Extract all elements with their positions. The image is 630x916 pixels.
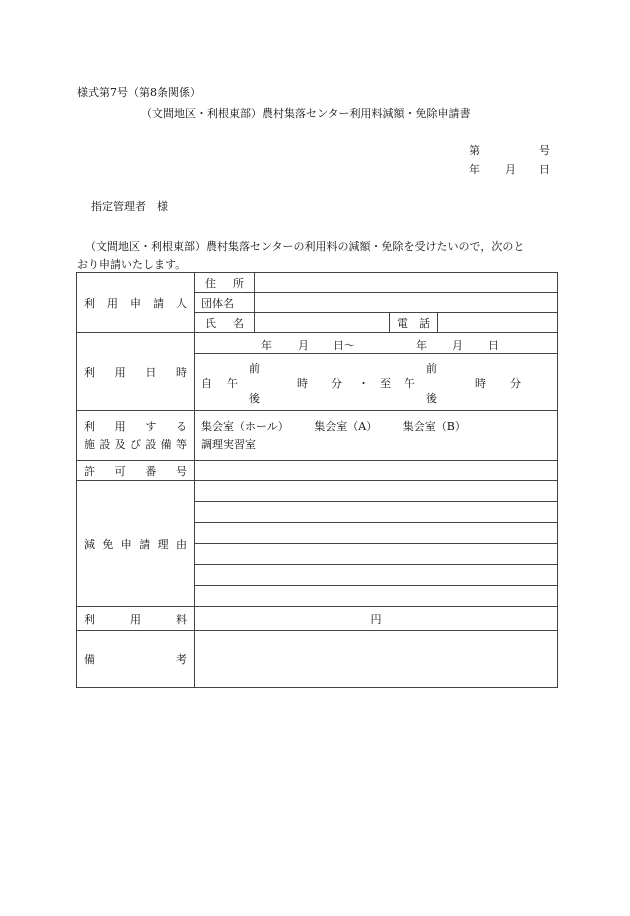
usage-date-range[interactable]: 年 月 日〜 年 月 日 <box>195 333 558 354</box>
doc-number-suffix: 号 <box>539 144 550 157</box>
phone-field[interactable] <box>438 313 558 333</box>
intro-text-line2: おり申請いたします。 <box>77 258 187 271</box>
reason-line[interactable] <box>195 502 558 523</box>
fee-field[interactable] <box>195 607 558 631</box>
intro-text-line1: （文間地区・利根東部）農村集落センターの利用料の減額・免除を受けたいので，次のと <box>85 240 525 253</box>
name-label: 氏 名 <box>195 313 255 333</box>
address-label: 住 所 <box>195 273 255 293</box>
application-form-table <box>76 272 558 688</box>
name-field[interactable] <box>255 313 390 333</box>
addressee: 指定管理者 様 <box>91 200 168 213</box>
fee-label: 利用料 <box>77 607 195 631</box>
phone-label: 電 話 <box>390 313 438 333</box>
yen-unit: 円 <box>370 612 382 626</box>
group-name-label: 団体名 <box>195 293 255 313</box>
usage-time-range[interactable]: 前 自 午 後 時 分 ・ 至 前 午 後 時 分 <box>195 354 558 411</box>
permit-number-label: 許可番号 <box>77 461 195 481</box>
applicant-label: 利用申請人 <box>77 273 195 333</box>
remarks-label: 備 考 <box>77 631 195 688</box>
room-b-option[interactable]: 集会室（B） <box>402 419 466 433</box>
reason-line[interactable] <box>195 481 558 502</box>
date-year: 年 <box>469 163 480 176</box>
document-title: （文間地区・利根東部）農村集落センター利用料減額・免除申請書 <box>141 107 471 120</box>
group-name-field[interactable] <box>255 293 558 313</box>
application-date <box>469 161 549 175</box>
cooking-room-option[interactable]: 調理実習室 <box>201 437 256 451</box>
address-field[interactable] <box>255 273 558 293</box>
room-hall-option[interactable]: 集会室（ホール） <box>201 419 289 433</box>
doc-number-prefix: 第 <box>469 144 480 157</box>
date-day: 日 <box>539 163 550 176</box>
reason-line[interactable] <box>195 523 558 544</box>
facility-label: 利用する 施設及び設備等 <box>77 411 195 461</box>
form-number: 様式第7号（第8条関係） <box>77 86 201 99</box>
date-month: 月 <box>505 163 516 176</box>
usage-datetime-label: 利用日時 <box>77 333 195 411</box>
facility-options[interactable] <box>195 411 558 461</box>
reason-line[interactable] <box>195 565 558 586</box>
reduction-reason-label: 減免申請理由 <box>77 481 195 607</box>
room-a-option[interactable]: 集会室（A） <box>314 419 378 433</box>
permit-number-field[interactable] <box>195 461 558 481</box>
reason-line[interactable] <box>195 544 558 565</box>
reason-line[interactable] <box>195 586 558 607</box>
remarks-field[interactable] <box>195 631 558 688</box>
